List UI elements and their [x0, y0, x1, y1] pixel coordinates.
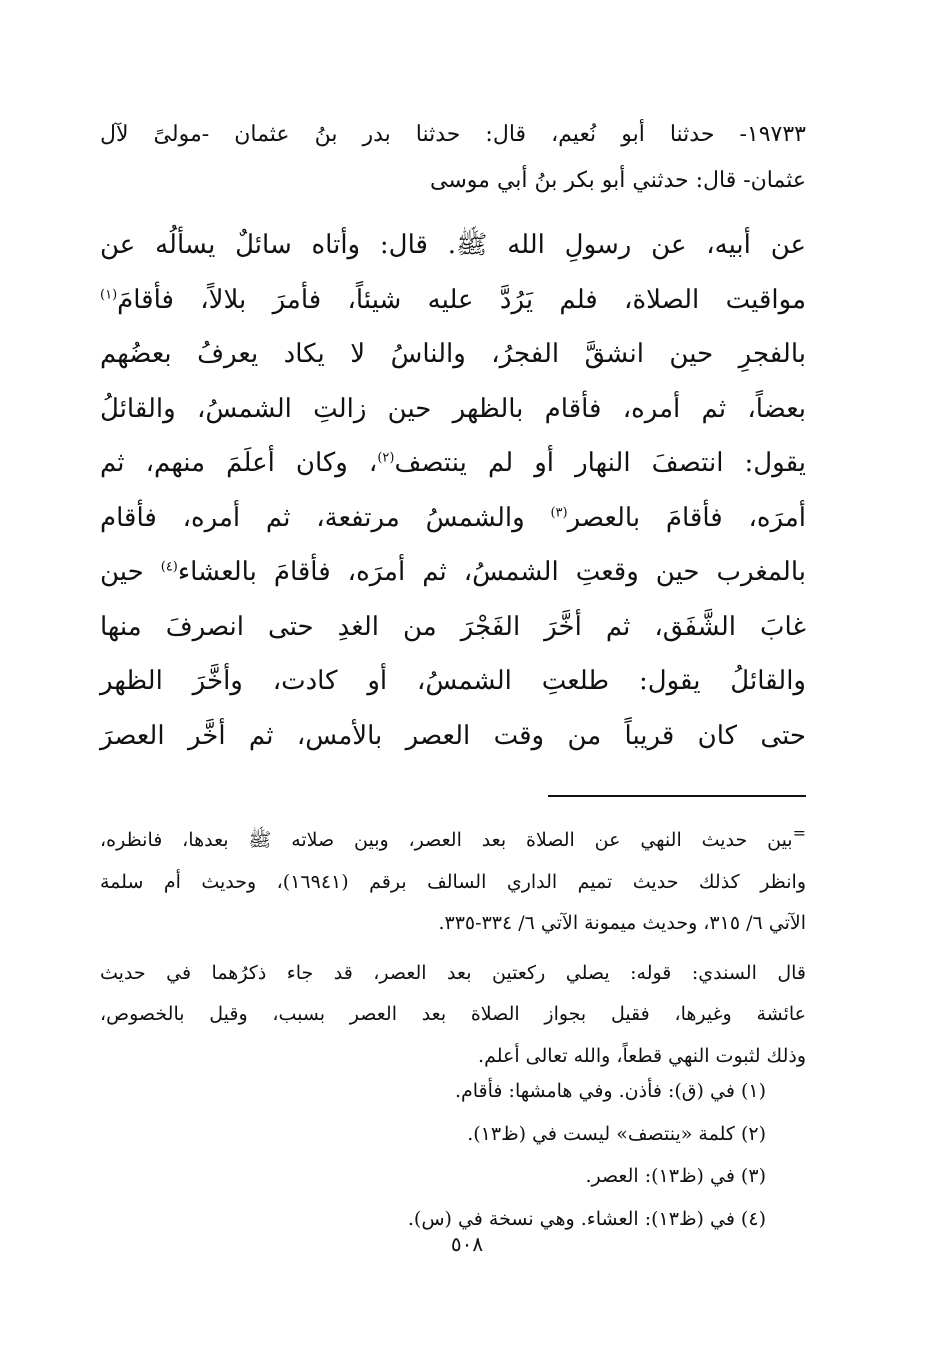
footnote-marker: (٤): [160, 559, 178, 575]
footnote-item: (٢) كلمة «ينتصف» ليست في (ظ١٣).: [467, 1122, 766, 1145]
isnad-line: ١٩٧٣٣- حدثنا أبو نُعيم، قال: حدثنا بدر بنُ عثمان -مولىً لآل: [100, 122, 806, 147]
matn-line: [100, 545, 806, 600]
matn-line: غابَ الشَّفَق، ثم أخَّرَ الفَجْرَ من الغدِ حتى انصرفَ منها: [100, 611, 806, 642]
matn-text: ، وكان أعلَمَ منهم، ثم: [100, 448, 378, 478]
page-number: ٥٠٨: [450, 1232, 484, 1256]
note-text: بين حديث النهي عن الصلاة بعد العصر، وبين صلاته ﷺ بعدها، فانظره،: [100, 829, 793, 851]
footnote-marker: (٣): [550, 504, 568, 520]
footnote-marker: (١): [100, 286, 118, 302]
matn-line: [100, 273, 806, 328]
footnotes-list: [100, 1070, 766, 1240]
note-line: عائشة وغيرها، فقيل بجواز الصلاة بعد العصر بسبب، وقيل بالخصوص،: [100, 1003, 806, 1025]
note-line: وانظر كذلك حديث تميم الداري السالف برقم (١٦٩٤١)، وحديث أم سلمة: [100, 870, 807, 893]
matn-text: مواقيت الصلاة، فلم يَرُدَّ عليه شيئاً، فأمرَ بلالاً، فأقامَ: [117, 284, 806, 315]
isnad-line: عثمان- قال: حدثني أبو بكر بنُ أبي موسى: [430, 168, 806, 193]
matn-line: [100, 491, 806, 546]
footnote-item: (٤) في (ظ١٣): العشاء. وهي نسخة في (س).: [407, 1207, 766, 1230]
hadith-matn: [100, 218, 806, 763]
matn-line: والقائلُ يقول: طلعتِ الشمسُ، أو كادت، وأخَّرَ الظهر: [100, 666, 806, 696]
matn-text: والشمسُ مرتفعة، ثم أمره، فأقام: [100, 502, 551, 533]
note-line: وذلك لثبوت النهي قطعاً، والله تعالى أعلم.: [478, 1044, 806, 1067]
hadith-isnad: [100, 112, 806, 204]
paragraph-gap: [100, 945, 806, 953]
footnote-marker: (٢): [377, 450, 395, 466]
note-line: [100, 820, 806, 862]
matn-text: بالمغرب حين وقعتِ الشمسُ، ثم أمرَه، فأقامَ بالعشاء: [177, 557, 806, 587]
matn-text: أمرَه، فأقامَ بالعصر: [567, 502, 806, 533]
matn-line: بعضاً، ثم أمره، فأقام بالظهر حين زالتِ الشمسُ، والقائلُ: [100, 393, 806, 424]
matn-text: عن أبيه، عن رسولِ الله ﷺ. قال: وأتاه سائلٌ يسألُه عن: [100, 230, 806, 260]
note-line: الآتي ٦/ ٣١٥، وحديث ميمونة الآتي ٦/ ٣٣٤-٣٣٥.: [438, 912, 806, 934]
matn-text: يقول: انتصفَ النهار أو لم ينتصف: [394, 448, 806, 478]
matn-line: [100, 218, 806, 273]
matn-line: حتى كان قريباً من وقت العصر بالأمس، ثم أخَّر العصرَ: [100, 720, 806, 751]
note-line: قال السندي: قوله: يصلي ركعتين بعد العصر، قد جاء ذكرُهما في حديث: [100, 961, 806, 984]
continuation-mark: =: [792, 823, 807, 843]
matn-line: بالفجرِ حين انشقَّ الفجرُ، والناسُ لا يكاد يعرفُ بعضُهم: [100, 339, 806, 369]
matn-text: حين: [100, 557, 161, 587]
footnote-item: (١) في (ق): فأذن. وفي هامشها: فأقام.: [454, 1080, 766, 1102]
matn-line: [100, 436, 806, 491]
commentary-notes: [100, 820, 806, 1077]
footnote-separator: [548, 795, 806, 797]
footnote-item: (٣) في (ظ١٣): العصر.: [585, 1165, 766, 1187]
